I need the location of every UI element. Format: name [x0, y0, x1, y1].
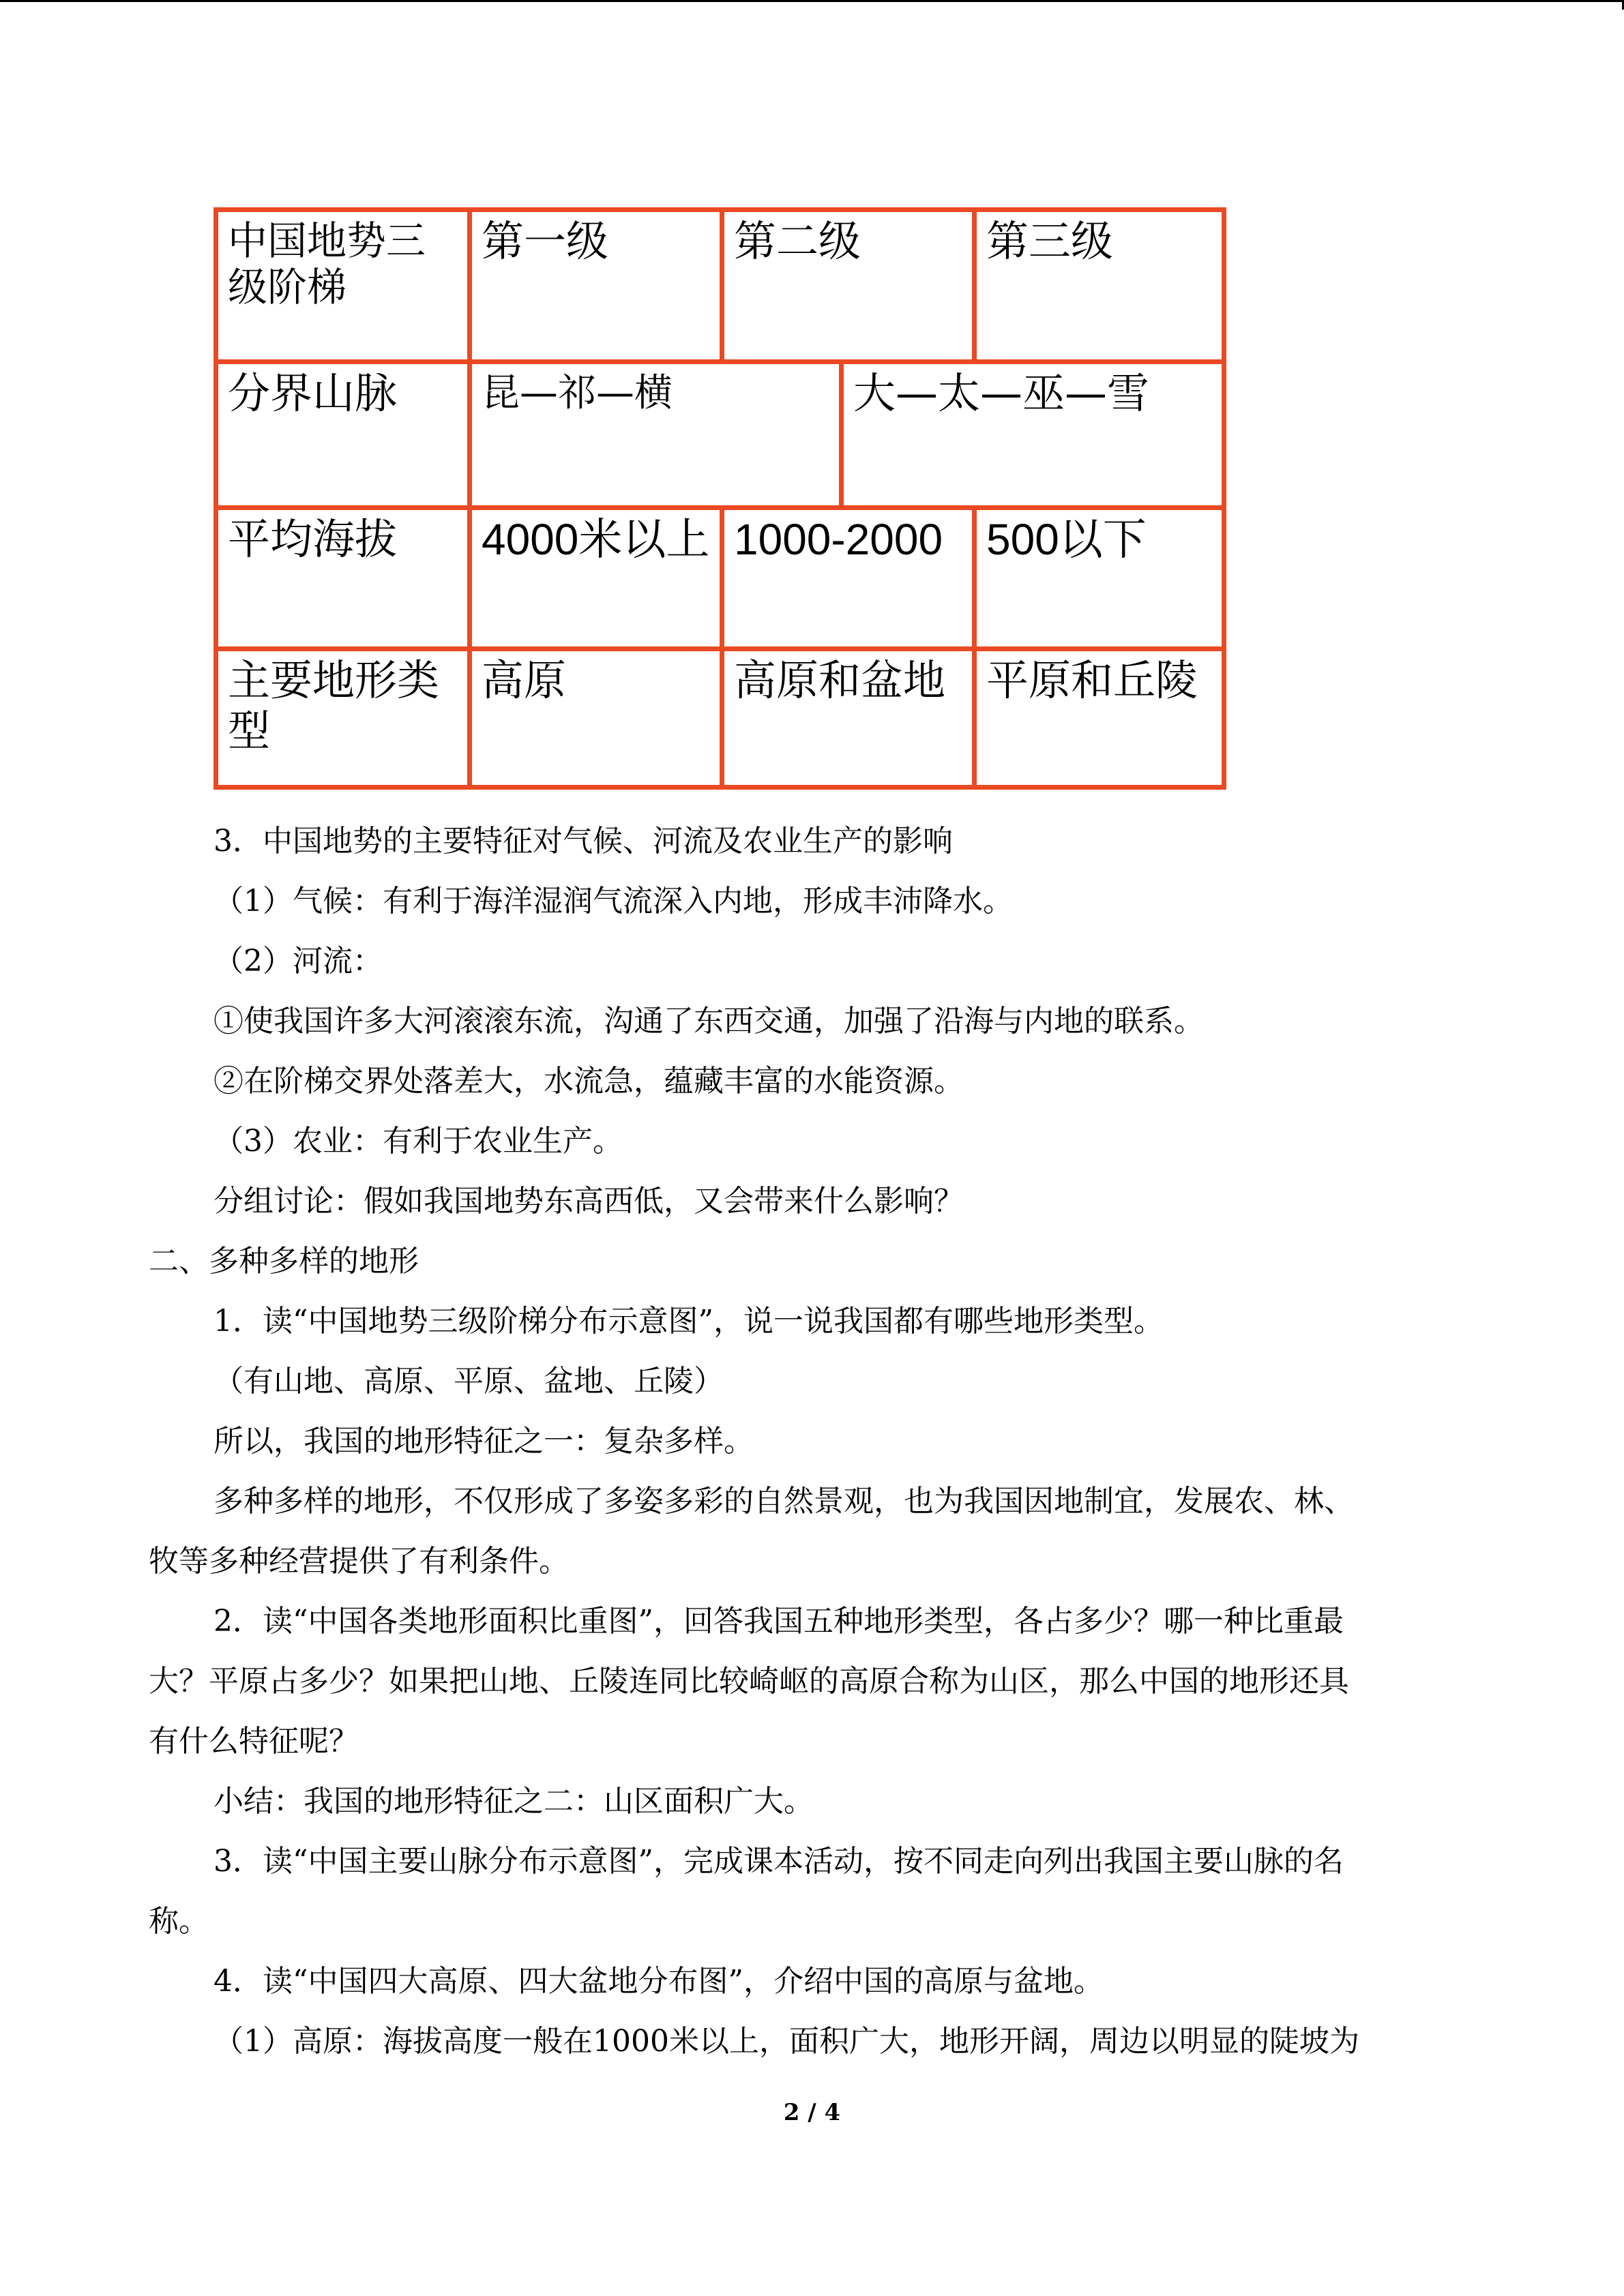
table-cell: 500以下 [986, 515, 1147, 564]
page-number: 2 / 4 [783, 2099, 841, 2126]
table-row-label: 平均海拔 [228, 514, 398, 564]
terrain-ladder-table [213, 207, 1226, 790]
table-cell: 大—太—巫—雪 [853, 368, 1150, 418]
table-header-cell: 中国地势三级阶梯 [228, 218, 426, 310]
table-col-divider [839, 359, 844, 505]
paragraph: ②在阶梯交界处落差大，水流急，蕴藏丰富的水能资源。 [213, 1064, 964, 1099]
table-cell: 高原 [482, 655, 567, 705]
section-heading: 二、多种多样的地形 [149, 1244, 419, 1279]
table-col-divider [720, 505, 724, 785]
paragraph: 大？平原占多少？如果把山地、丘陵连同比较崎岖的高原合称为山区，那么中国的地形还具 [149, 1664, 1349, 1699]
paragraph: 称。 [149, 1904, 209, 1939]
table-cell: 1000-2000 [734, 515, 943, 564]
paragraph: 3．中国地势的主要特征对气候、河流及农业生产的影响 [213, 824, 953, 859]
table-row-label: 主要地形类型 [228, 655, 440, 756]
paragraph: ①使我国许多大河滚滚东流，沟通了东西交通，加强了沿海与内地的联系。 [213, 1004, 1204, 1039]
paragraph: 多种多样的地形，不仅形成了多姿多彩的自然景观，也为我国因地制宜，发展农、林、 [213, 1484, 1354, 1519]
table-row-divider [218, 359, 1222, 364]
table-row-label: 分界山脉 [228, 368, 398, 418]
paragraph: （1）高原：海拔高度一般在1000米以上，面积广大，地形开阔，周边以明显的陡坡为 [213, 2024, 1359, 2059]
paragraph: 牧等多种经营提供了有利条件。 [149, 1544, 569, 1579]
paragraph: 3．读“中国主要山脉分布示意图”，完成课本活动，按不同走向列出我国主要山脉的名 [213, 1844, 1344, 1879]
table-col-divider [972, 505, 977, 785]
table-header-cell: 第三级 [986, 216, 1114, 266]
table-header-cell: 第一级 [482, 216, 609, 266]
paragraph: （有山地、高原、平原、盆地、丘陵） [213, 1364, 724, 1399]
table-col-divider [720, 212, 724, 359]
paragraph: 2．读“中国各类地形面积比重图”，回答我国五种地形类型，各占多少？哪一种比重最 [213, 1604, 1344, 1639]
table-cell: 昆—祁—横 [482, 371, 673, 415]
table-cell: 4000米以上 [482, 515, 710, 564]
paragraph: 小结：我国的地形特征之二：山区面积广大。 [213, 1784, 814, 1819]
paragraph: （1）气候：有利于海洋湿润气流深入内地，形成丰沛降水。 [213, 884, 1013, 919]
table-cell: 高原和盆地 [734, 655, 946, 705]
table-header-cell: 第二级 [734, 216, 861, 266]
paragraph: 所以，我国的地形特征之一：复杂多样。 [213, 1424, 754, 1459]
paragraph: 4．读“中国四大高原、四大盆地分布图”，介绍中国的高原与盆地。 [213, 1964, 1104, 1999]
table-col-divider [467, 212, 472, 785]
table-col-divider [972, 212, 977, 359]
paragraph: （3）农业：有利于农业生产。 [213, 1124, 623, 1159]
paragraph: （2）河流： [213, 944, 383, 979]
page-top-border [0, 0, 1624, 2]
paragraph: 分组讨论：假如我国地势东高西低，又会带来什么影响？ [213, 1184, 964, 1219]
table-cell: 平原和丘陵 [986, 655, 1198, 705]
paragraph: 1．读“中国地势三级阶梯分布示意图”，说一说我国都有哪些地形类型。 [213, 1304, 1164, 1339]
paragraph: 有什么特征呢？ [149, 1724, 359, 1759]
